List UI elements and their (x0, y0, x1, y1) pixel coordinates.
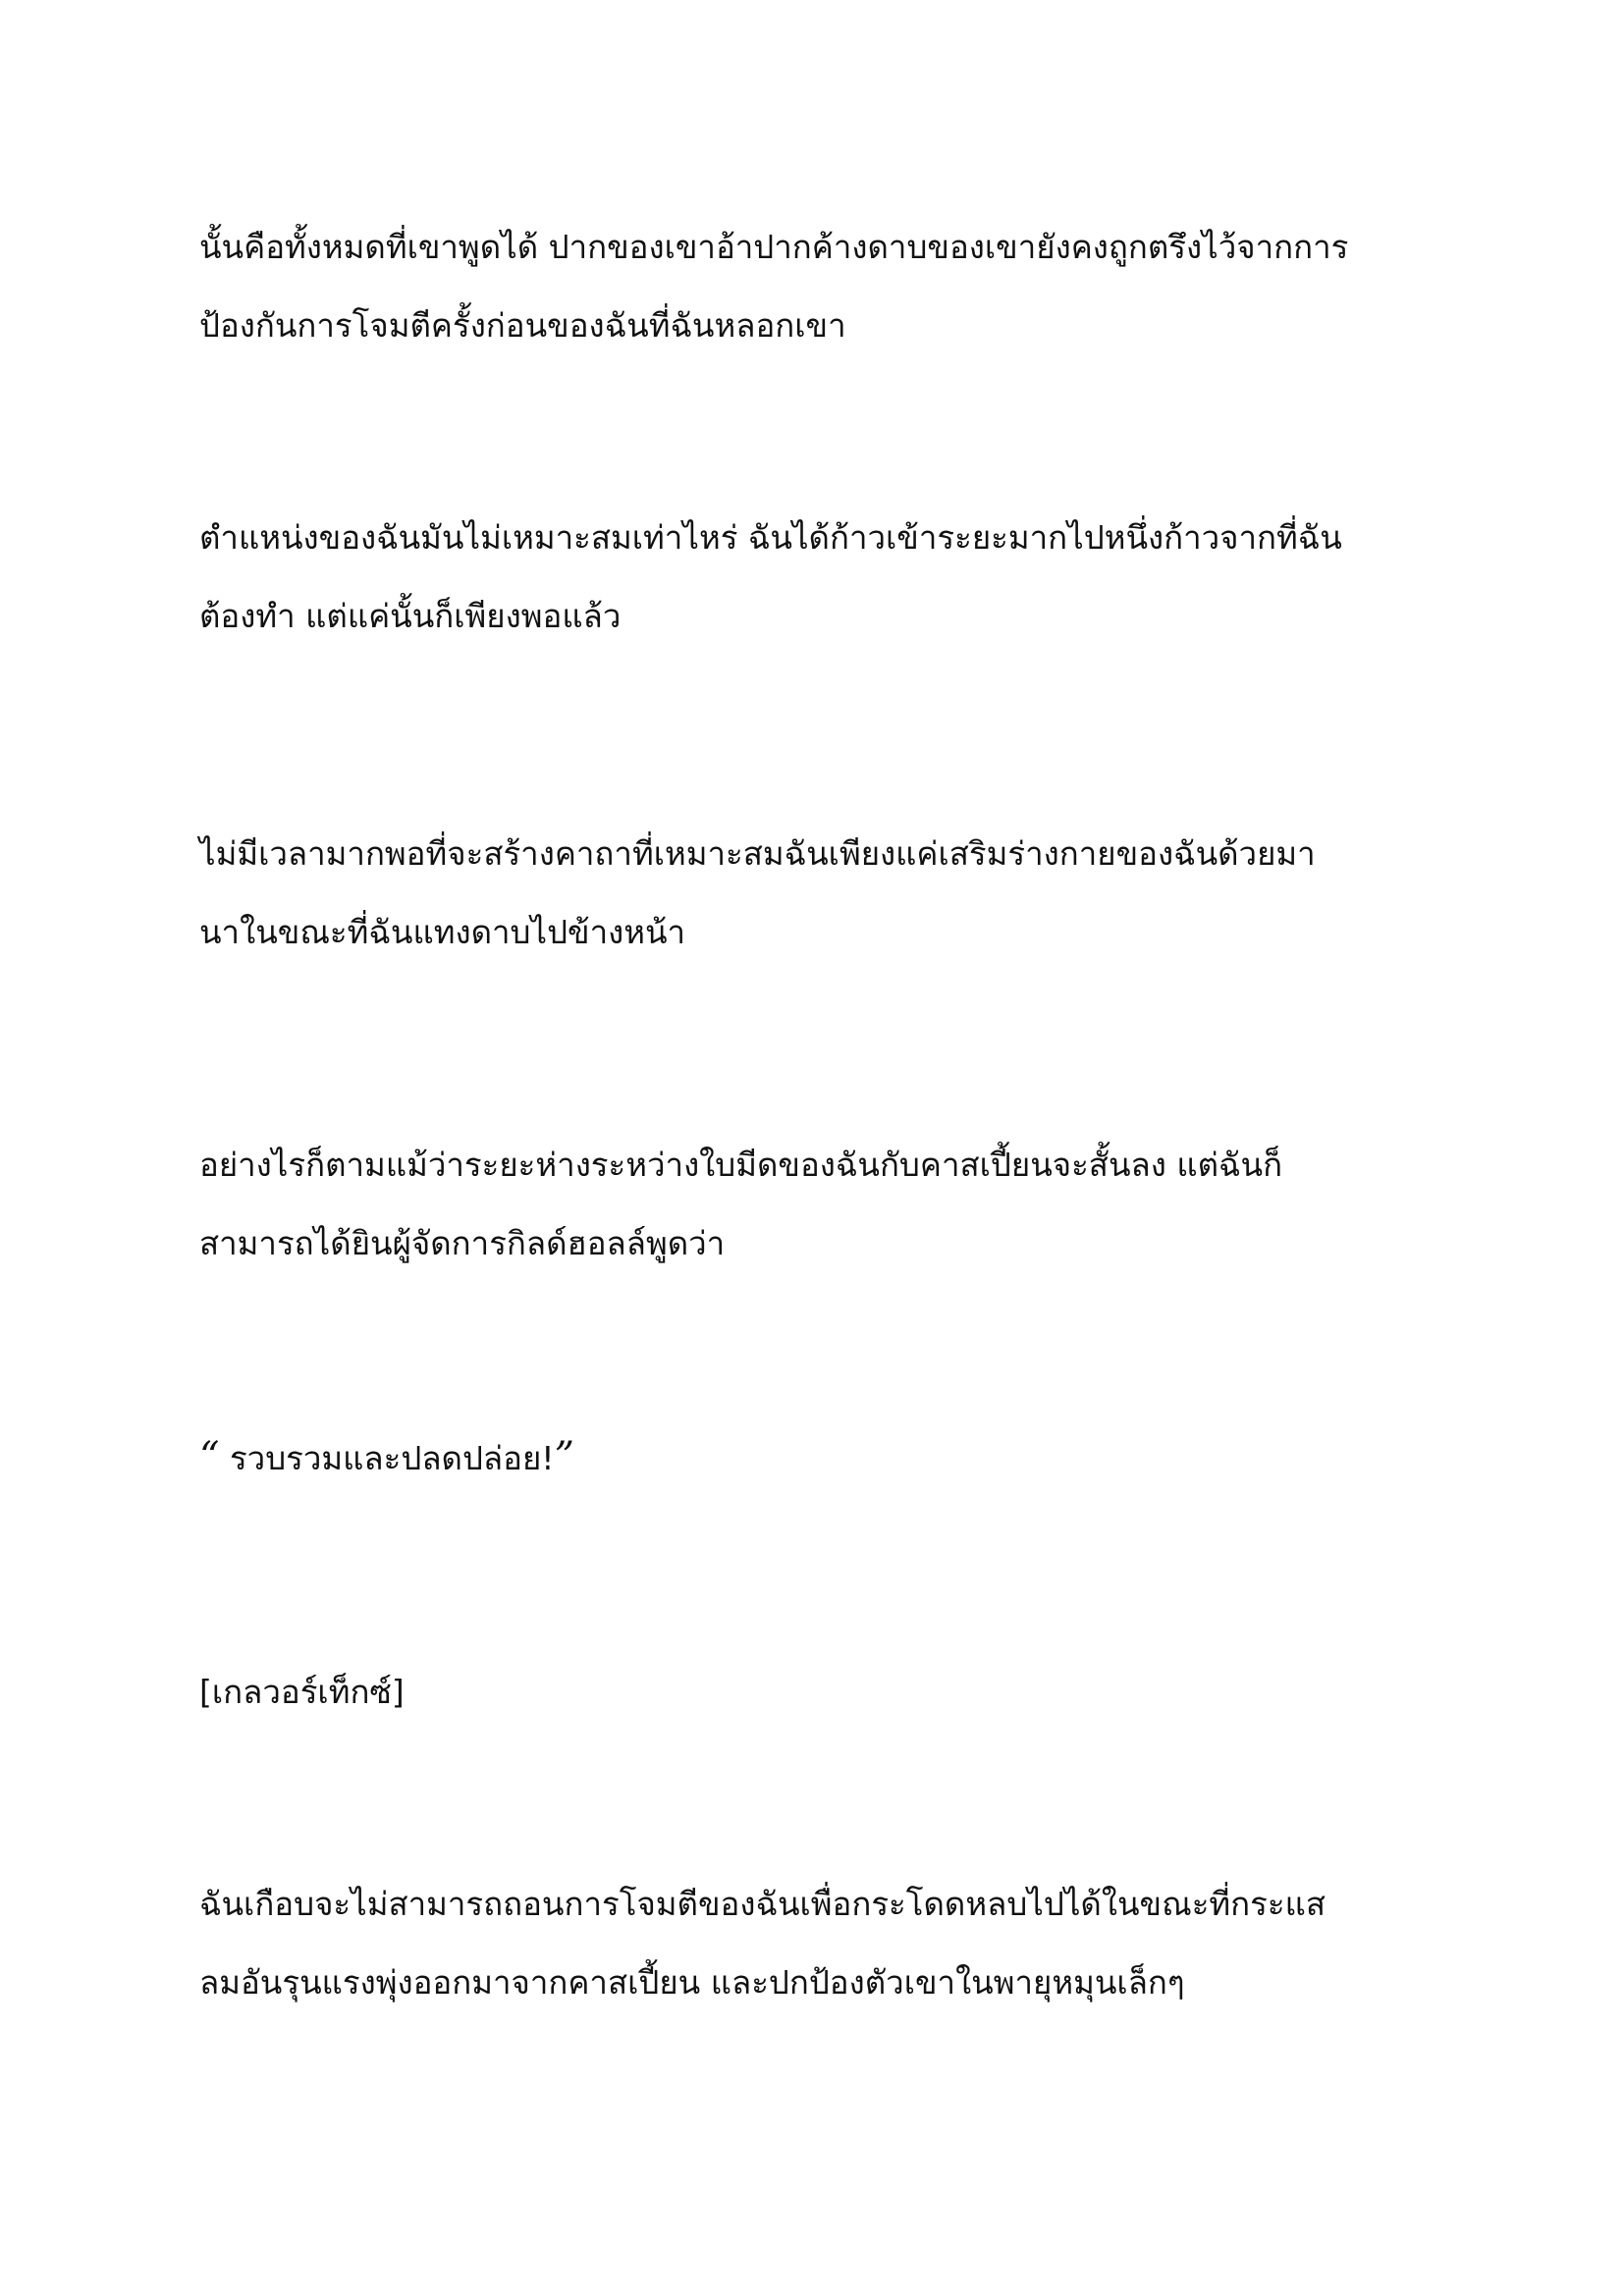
open-quote: “ (199, 1434, 220, 1479)
paragraph-5-dialogue (199, 1417, 1436, 1496)
paragraph-line: ป้องกันการโจมตีครั้งก่อนของฉันที่ฉันหลอกเขา (199, 306, 846, 345)
paragraph-3 (199, 815, 1436, 972)
paragraph-line: อย่างไรก็ตามแม้ว่าระยะห่างระหว่างใบมีดของฉันกับคาสเปี้ยนจะสั้นลง แต่ฉันก็ (199, 1146, 1283, 1184)
paragraph-line: สามารถได้ยินผู้จัดการกิลด์ฮอลล์พูดว่า (199, 1224, 726, 1262)
paragraph-line: ฉันเกือบจะไม่สามารถถอนการโจมตีของฉันเพื่อกระโดดหลบไปได้ในขณะที่กระแส (199, 1885, 1326, 1923)
paragraph-line: นั้นคือทั้งหมดที่เขาพูดได้ ปากของเขาอ้าปากค้างดาบของเขายังคงถูกตรึงไว้จากการ (199, 228, 1349, 266)
paragraph-line: ตำแหน่งของฉันมันไม่เหมาะสมเท่าไหร่ ฉันได้ก้าวเข้าระยะมากไปหนึ่งก้าวจากที่ฉัน (199, 518, 1342, 557)
paragraph-line: นาในขณะที่ฉันแทงดาบไปข้างหน้า (199, 913, 686, 951)
close-quote: ” (554, 1434, 574, 1479)
paragraph-2 (199, 499, 1436, 656)
paragraph-line: [เกลวอร์เท็กซ์] (199, 1673, 405, 1711)
paragraph-1 (199, 208, 1436, 365)
paragraph-7 (199, 1865, 1436, 2022)
dialogue-text: รวบรวมและปลดปล่อย! (219, 1439, 555, 1477)
paragraph-line: ลมอันรุนแรงพุ่งออกมาจากคาสเปี้ยน และปกป้องตัวเขาในพายุหมุนเล็กๆ (199, 1963, 1185, 2002)
paragraph-line: ไม่มีเวลามากพอที่จะสร้างคาถาที่เหมาะสมฉันเพียงแค่เสริมร่างกายของฉันด้วยมา (199, 834, 1316, 873)
paragraph-line: ต้องทำ แต่แค่นั้นก็เพียงพอแล้ว (199, 597, 622, 635)
paragraph-4 (199, 1126, 1436, 1283)
paragraph-6 (199, 1653, 1436, 1732)
dialogue-line (199, 1417, 1436, 1496)
